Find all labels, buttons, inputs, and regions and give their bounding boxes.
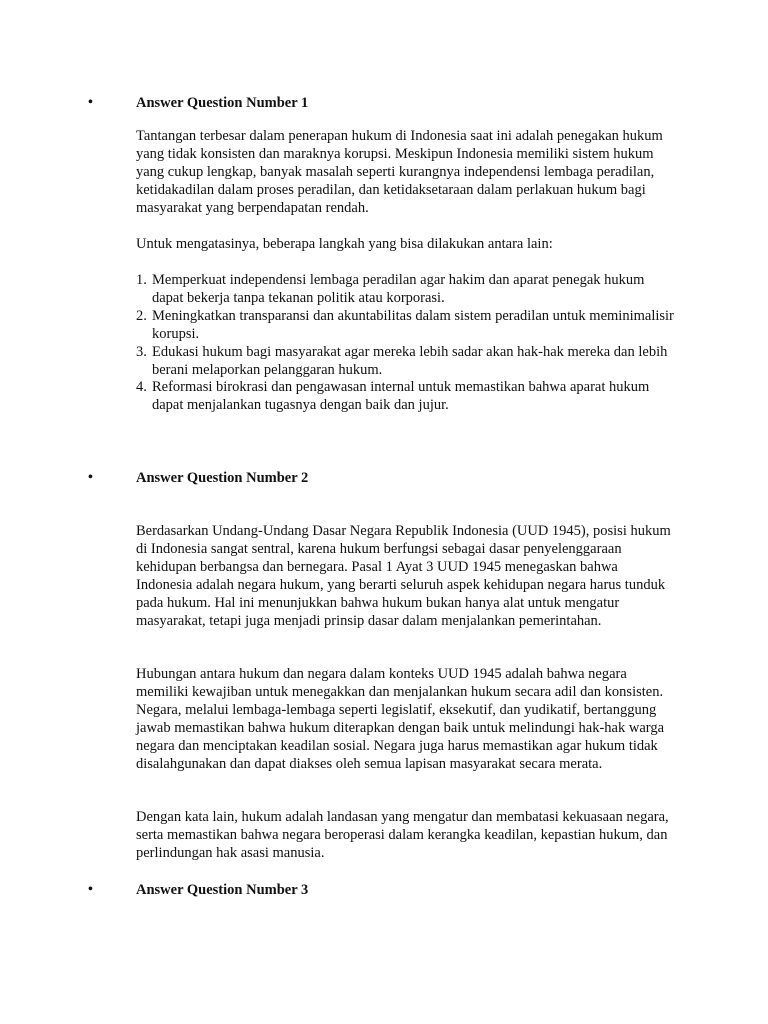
paragraph-text: Berdasarkan Undang-Undang Dasar Negara Republik Indonesia (UUD 1945), posisi hukum di Indonesia sangat sentral, karena hukum berfungsi sebagai dasar penyelenggaraan kehidupan berbangsa dan bernegara. Pasal 1 Ayat 3 UUD 1945 menegaskan bahwa Indonesia adalah negara hukum, yang berarti seluruh aspek kehidupan negara harus tunduk pada hukum. Hal ini menunjukkan bahwa hukum bukan hanya alat untuk mengatur masyarakat, tetapi juga menjadi prinsip dasar dalam menjalankan pemerintahan.: [136, 523, 671, 629]
numbered-list: [136, 272, 676, 415]
paragraph-text: Hubungan antara hukum dan negara dalam konteks UUD 1945 adalah bahwa negara memiliki kewajiban untuk menegakkan dan menjalankan hukum secara adil dan konsisten. Negara, melalui lembaga-lembaga seperti legislatif, eksekutif, dan yudikatif, bertanggung jawab memastikan bahwa hukum diterapkan dengan baik untuk melindungi hak-hak warga negara dan menciptakan keadilan sosial. Negara juga harus memastikan agar hukum tidak disalahgunakan dan dapat diakses oleh semua lapisan masyarakat secara merata.: [136, 666, 665, 772]
paragraph: [136, 809, 676, 863]
paragraph: [136, 128, 676, 218]
heading-text: Answer Question Number 3: [136, 882, 309, 898]
bullet-icon: •: [88, 95, 93, 110]
list-item-text: Edukasi hukum bagi masyarakat agar mereka lebih sadar akan hak-hak mereka dan lebih berani melaporkan pelanggaran hukum.: [152, 343, 668, 378]
paragraph-text: Tantangan terbesar dalam penerapan hukum di Indonesia saat ini adalah penegakan hukum yang tidak konsisten dan maraknya korupsi. Meskipun Indonesia memiliki sistem hukum yang cukup lengkap, banyak masalah seperti kurangnya independensi lembaga peradilan, ketidakadilan dalam proses peradilan, dan ketidaksetaraan dalam perlakuan hukum bagi masyarakat yang berpendapatan rendah.: [136, 128, 663, 216]
list-item: [136, 308, 676, 344]
list-item-text: Meningkatkan transparansi dan akuntabilitas dalam sistem peradilan untuk meminimalisir korupsi.: [152, 307, 674, 342]
list-number: 1.: [136, 272, 147, 288]
list-number: 3.: [136, 343, 147, 360]
heading-text: Answer Question Number 2: [136, 470, 309, 486]
heading-text: Answer Question Number 1: [136, 95, 309, 111]
list-item-text: Memperkuat independensi lembaga peradilan agar hakim dan aparat penegak hukum dapat bekerja tanpa tekanan politik atau korporasi.: [152, 272, 645, 306]
bullet-icon: •: [88, 882, 93, 897]
list-number: 4.: [136, 379, 147, 396]
list-item: [136, 344, 676, 380]
paragraph: [136, 236, 676, 254]
list-number: 2.: [136, 307, 147, 324]
paragraph-text: Untuk mengatasinya, beberapa langkah yang bisa dilakukan antara lain:: [136, 236, 553, 252]
bullet-icon: •: [88, 470, 93, 485]
list-item-text: Reformasi birokrasi dan pengawasan internal untuk memastikan bahwa aparat hukum dapat menjalankan tugasnya dengan baik dan jujur.: [152, 379, 650, 414]
list-item: [136, 379, 676, 415]
list-item: [136, 272, 676, 308]
paragraph: [136, 523, 676, 630]
paragraph-text: Dengan kata lain, hukum adalah landasan yang mengatur dan membatasi kekuasaan negara, serta memastikan bahwa negara beroperasi dalam kerangka keadilan, kepastian hukum, dan perlindungan hak asasi manusia.: [136, 809, 669, 861]
paragraph: [136, 666, 676, 773]
